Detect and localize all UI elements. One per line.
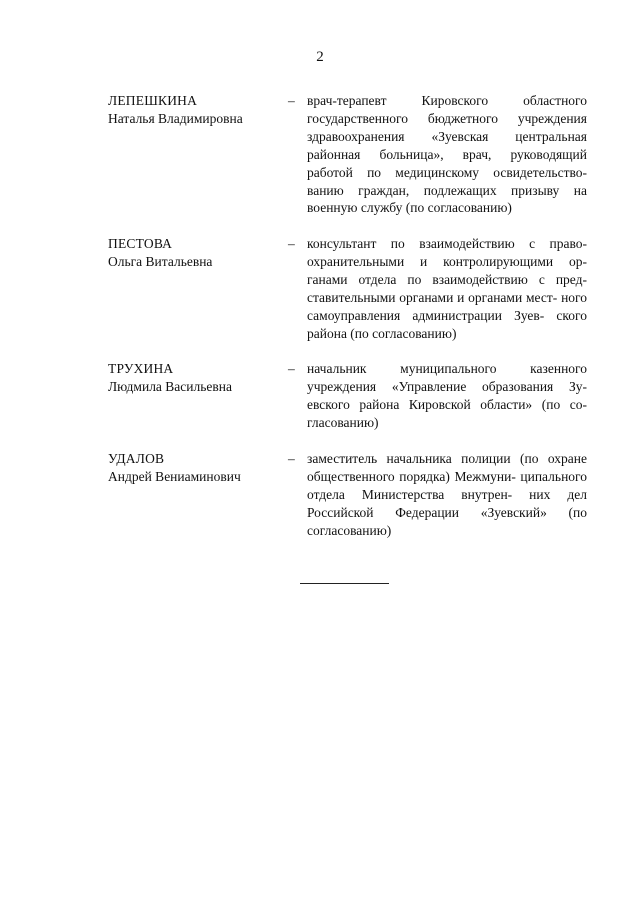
member-surname: ЛЕПЕШКИНА: [108, 93, 198, 108]
member-given-names: Ольга Витальевна: [108, 254, 213, 269]
member-role: заместитель начальника полиции (по охране общественного порядка) Межмуни- ципального отдела Министерства внутрен- них дел Российской Федерации «Зуевский» (по согласованию): [307, 451, 587, 538]
member-name: [108, 450, 283, 486]
commission-member-entry: [108, 450, 588, 600]
member-surname: УДАЛОВ: [108, 451, 165, 466]
member-name: [108, 360, 283, 396]
end-of-list-rule: [300, 583, 389, 584]
member-name: [108, 92, 283, 128]
commission-member-entry: [108, 92, 588, 242]
member-given-names: Андрей Вениаминович: [108, 469, 241, 484]
page-number: 2: [316, 49, 324, 65]
entry-dash: –: [288, 451, 295, 466]
member-role: врач-терапевт Кировского областного государственного бюджетного учреждения здравоохранения «Зуевская центральная районная больница», врач, руководящий работой по медицинскому освидетельство- ванию граждан, подлежащих призыву на военную службу (по согласованию): [307, 93, 587, 216]
member-role: консультант по взаимодействию с право- охранительными и контролирующими ор- ганами отдела по взаимодействию с пред- ставительными органами и органами мест- ного самоуправления администрации Зуев- ского района (по согласованию): [307, 236, 587, 341]
member-role: начальник муниципального казенного учреждения «Управление образования Зу- евского района Кировской области» (по со- гласованию): [307, 361, 587, 430]
member-surname: ТРУХИНА: [108, 361, 174, 376]
member-given-names: Людмила Васильевна: [108, 379, 232, 394]
entry-dash: –: [288, 236, 295, 251]
entry-dash: –: [288, 361, 295, 376]
member-surname: ПЕСТОВА: [108, 236, 173, 251]
entry-dash: –: [288, 93, 295, 108]
member-name: [108, 235, 283, 271]
member-given-names: Наталья Владимировна: [108, 111, 243, 126]
